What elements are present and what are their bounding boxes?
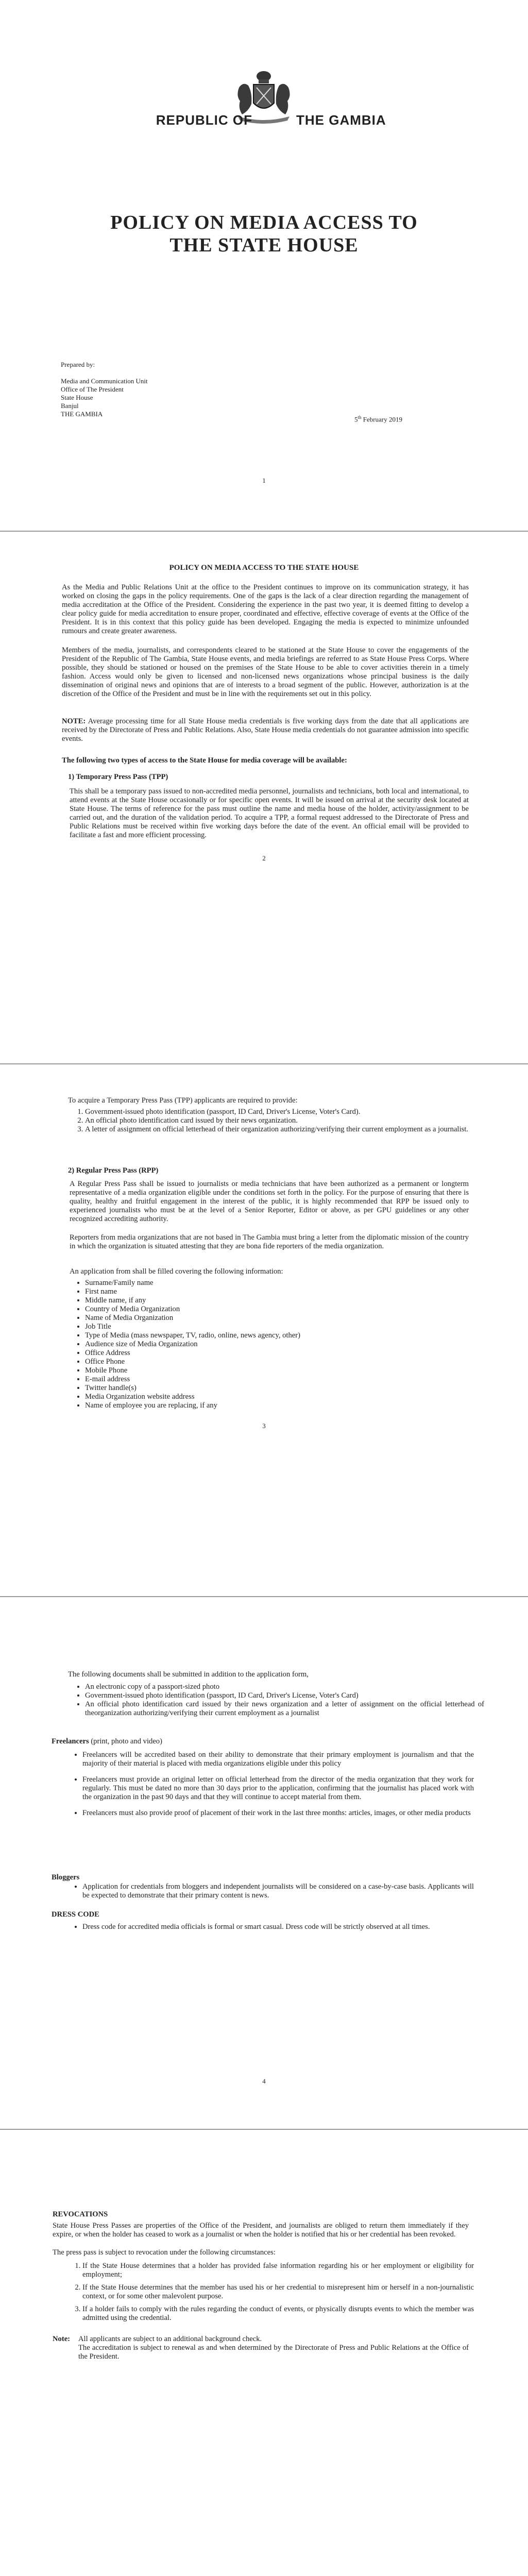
the-gambia-label: THE GAMBIA <box>296 112 386 128</box>
page-3 <box>0 1065 528 1596</box>
dress-code-heading: DRESS CODE <box>52 1910 99 1919</box>
list-item: • Name of Media Organization <box>85 1314 484 1323</box>
revocation-circumstances-intro: The press pass is subject to revocation under the following circumstances: <box>53 2248 276 2257</box>
list-item: • Dress code for accredited media officials is formal or smart casual. Dress code will be strictly observed at all times. <box>82 1923 474 1931</box>
list-item: 1. If the State House determines that a holder has provided false information regarding his or her employment or eligibility for employment; <box>82 2262 474 2279</box>
page-number: 3 <box>262 1422 266 1430</box>
list-item: • An electronic copy of a passport-sized photo <box>85 1683 484 1691</box>
office-name: Office of The President <box>61 385 124 393</box>
page-separator <box>0 2129 528 2130</box>
form-intro: An application from shall be filled covering the following information: <box>70 1267 283 1276</box>
freelancers-heading: Freelancers (print, photo and video) <box>52 1737 162 1745</box>
tpp-requirements-list <box>70 1108 484 1134</box>
tpp-paragraph: This shall be a temporary pass issued to non-accredited media personnel, journalists and technicians, both local and international, to attend events at the State House occasionally or for specific open events. It will be issued on arrival at the security desk located at State House. The terms of reference for the pass must outline the name and media house of the holder, activity/assignment to be carried out, and the duration of the validation period. To acquire a TPP, a formal request addressed to the Directorate of Press and Public Relations must be received within five working days before the date of the event. An official email will be provided to facilitate a fast and more efficient processing. <box>70 787 469 839</box>
revocations-list <box>67 2262 474 2323</box>
page-number: 1 <box>262 477 266 484</box>
note-line-1: All applicants are subject to an additional background check. <box>78 2335 262 2343</box>
page-separator <box>0 531 528 532</box>
dress-code-list <box>67 1923 474 1931</box>
access-types-heading: The following two types of access to the State House for media coverage will be available: <box>62 756 347 765</box>
list-item: • Name of employee you are replacing, if any <box>85 1401 484 1410</box>
list-item: • Office Address <box>85 1349 484 1358</box>
list-item: • Twitter handle(s) <box>85 1384 484 1393</box>
city-name: Banjul <box>61 402 79 410</box>
unit-name: Media and Communication Unit <box>61 377 148 385</box>
freelancers-list <box>67 1751 474 1818</box>
country-name: THE GAMBIA <box>61 410 103 418</box>
list-item: • Job Title <box>85 1323 484 1331</box>
republic-of-label: REPUBLIC OF <box>156 112 252 128</box>
list-item: • Government-issued photo identification (passport, ID Card, Driver's License, Voter's Card) <box>85 1691 484 1700</box>
press-corps-paragraph: Members of the media, journalists, and correspondents cleared to be stationed at the State House to cover the engagements of the President of the Republic of The Gambia, State House events, and media briefings are referred to as State House Press Corps. Where possible, they should be stationed or housed on the premises of the State House to be able to cover activities therein in a timely fashion. Access would only be given to licensed and non-licensed news organizations whose principal business is the daily dissemination of original news and opinions that are of interests to a broad segment of the public. However, authorization is at the discretion of the Office of the President and must be in line with the requirements set out in this policy. <box>62 646 469 698</box>
processing-note: NOTE: Average processing time for all State House media credentials is five working days from the date that all applications are received by the Directorate of Press and Public Relations. Also, State House media credentials do not guarantee admission into specific events. <box>62 717 469 743</box>
page-separator <box>0 1063 528 1064</box>
bloggers-heading: Bloggers <box>52 1873 80 1882</box>
list-item: • Country of Media Organization <box>85 1305 484 1314</box>
list-item: • Middle name, if any <box>85 1296 484 1305</box>
page-5 <box>0 2131 528 2576</box>
foreign-reporters-paragraph: Reporters from media organizations that are not based in The Gambia must bring a letter from the diplomatic mission of the country in which the organization is situated attesting that they are bona fide reporters of the media organization. <box>70 1233 469 1250</box>
document-date: 5th February 2019 <box>354 415 402 423</box>
intro-paragraph: As the Media and Public Relations Unit at the office to the President continues to improve on its communication strategy, it has worked on closing the gaps in the policy requirements. One of the gaps is the lack of a clear direction regarding the management of media accreditation at the Office of the President. Considering the experience in the past two year, it is deemed fitting to develop a clear policy guide for media accreditation to ensure proper, coordinated and effective, effective coverage of events at the Office of the President. It is in this context that this policy guide has been developed. Engaging the media is expected to minimize unfounded rumours and create greater awareness. <box>62 583 469 635</box>
revocations-heading: REVOCATIONS <box>53 2210 108 2218</box>
title-line-1: POLICY ON MEDIA ACCESS TO <box>110 212 418 233</box>
list-item: 3. A letter of assignment on official letterhead of their organization authorizing/verifying their current employment as a journalist. <box>85 1125 484 1134</box>
page-2 <box>0 533 528 1063</box>
list-item: 3. If a holder fails to comply with the rules regarding the conduct of events, or physically disrupts events to which the member was admitted using the credential. <box>82 2305 474 2323</box>
page-number: 2 <box>262 854 266 862</box>
prepared-by-label: Prepared by: <box>61 361 95 368</box>
form-fields-list <box>70 1279 484 1410</box>
list-item: • Surname/Family name <box>85 1279 484 1287</box>
rpp-heading: 2) Regular Press Pass (RPP) <box>68 1166 159 1175</box>
page-1 <box>0 0 528 531</box>
list-item: • Freelancers will be accredited based on their ability to demonstrate that their primary employment is journalism and that the majority of their material is placed with media organizations eligible under this policy <box>82 1751 474 1768</box>
list-item: 2. If the State House determines that the member has used his or her credential to misrepresent him or herself in a non-journalistic context, or for some other malevolent purpose. <box>82 2283 474 2301</box>
list-item: • Freelancers must also provide proof of placement of their work in the last three months: articles, images, or other media products <box>82 1809 474 1818</box>
list-item: • Freelancers must provide an original letter on official letterhead from the director of the media organization that they work for regularly. This must be dated no more than 30 days prior to the application, confirming that the journalist has placed work with the organization in the past 90 days and that they will continue to accept material from them. <box>82 1775 474 1802</box>
note-line-2: The accreditation is subject to renewal as and when determined by the Directorate of Press and Public Relations at the Office of the President. <box>78 2344 469 2361</box>
bloggers-list <box>67 1883 474 1900</box>
list-item: • E-mail address <box>85 1375 484 1384</box>
policy-heading: POLICY ON MEDIA ACCESS TO THE STATE HOUSE <box>169 564 359 572</box>
tpp-heading: 1) Temporary Press Pass (TPP) <box>68 773 168 781</box>
list-item: • First name <box>85 1287 484 1296</box>
prepared-by-block <box>61 361 148 418</box>
document-title <box>52 211 476 257</box>
list-item: • Mobile Phone <box>85 1366 484 1375</box>
list-item: • Type of Media (mass newspaper, TV, radio, online, news agency, other) <box>85 1331 484 1340</box>
list-item: • Media Organization website address <box>85 1393 484 1401</box>
title-line-2: THE STATE HOUSE <box>169 234 359 256</box>
revocations-paragraph: State House Press Passes are properties of the Office of the President, and journalists are obliged to return them immediately if they expire, or when the holder has ceased to work as a journalist or when the holder is notified that his or her credential has been revoked. <box>53 2222 469 2239</box>
page-number: 4 <box>262 2077 266 2085</box>
rpp-paragraph: A Regular Press Pass shall be issued to journalists or media technicians that have been authorized as a permanent or longterm representative of a media organization eligible under the conditions set forth in the policy. For the purpose of ensuring that there is quality, healthy and fruitful engagement in the interest of the public, it is highly recommended that RPP be issued only to experienced journalists who must be at the level of a Senior Reporter, Editor or above, as per GPU guidelines or any other recognized accrediting authority. <box>70 1180 469 1223</box>
list-item: • Office Phone <box>85 1358 484 1366</box>
page-separator <box>0 1596 528 1597</box>
list-item: 2. An official photo identification card issued by their news organization. <box>85 1116 484 1125</box>
final-note: Note: All applicants are subject to an additional background check. The accreditation is subject to renewal as and when determined by the Directorate of Press and Public Relations at the Office of the President. <box>53 2335 469 2361</box>
list-item: 1. Government-issued photo identification (passport, ID Card, Driver's License, Voter's Card). <box>85 1108 484 1116</box>
list-item: • Application for credentials from bloggers and independent journalists will be considered on a case-by-case basis. Applicants will be expected to demonstrate that their primary content is news. <box>82 1883 474 1900</box>
documents-intro: The following documents shall be submitted in addition to the application form, <box>68 1670 309 1679</box>
documents-list <box>70 1683 484 1718</box>
page-4 <box>0 1598 528 2129</box>
state-house-name: State House <box>61 394 93 401</box>
list-item: • An official photo identification card issued by their news organization and a letter of assignment on the official letterhead of theorganization authorizing/verifying their current employment as a journalist <box>85 1700 484 1718</box>
tpp-requirements-intro: To acquire a Temporary Press Pass (TPP) applicants are required to provide: <box>68 1096 298 1105</box>
list-item: • Audience size of Media Organization <box>85 1340 484 1349</box>
